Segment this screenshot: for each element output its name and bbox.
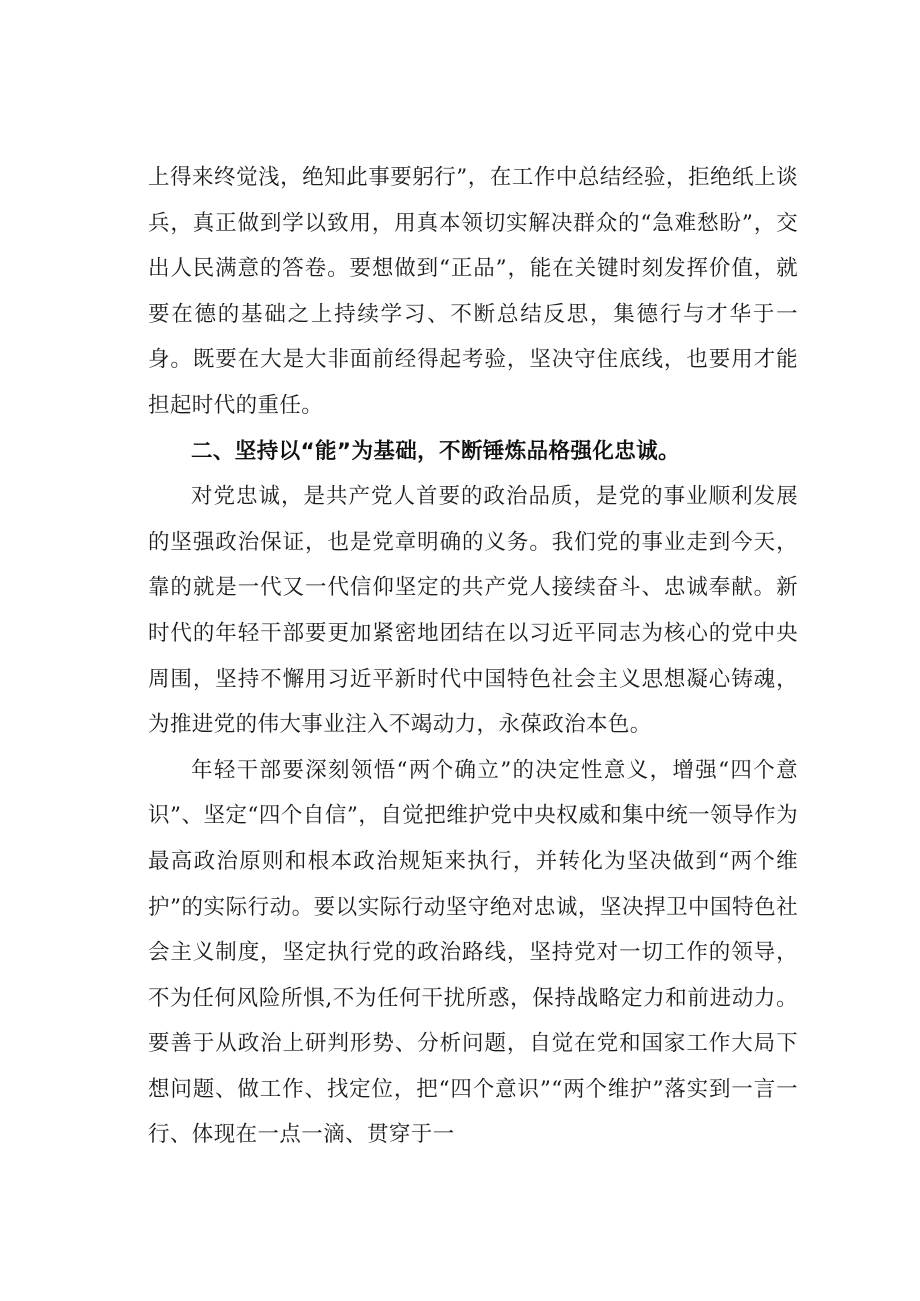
paragraph-two-establishes: 年轻干部要深刻领悟“两个确立”的决定性意义，增强“四个意识”、坚定“四个自信”，自觉把维护党中央权威和集中统一领导作为最高政治原则和根本政治规矩来执行，并转化为坚决做到“两个维护”的实际行动。要以实际行动坚守绝对忠诚，坚决捍卫中国特色社会主义制度，坚定执行党的政治路线，坚持党对一切工作的领导，不为任何风险所惧,不为任何干扰所惑，保持战略定力和前进动力。要善于从政治上研判形势、分析问题，自觉在党和国家工作大局下想问题、做工作、找定位，把“四个意识”“两个维护”落实到一言一行、体现在一点一滴、贯穿于一 — [148, 757, 798, 1148]
paragraph-continued: 上得来终觉浅，绝知此事要躬行”，在工作中总结经验，拒绝纸上谈兵，真正做到学以致用，用真本领切实解决群众的“急难愁盼”，交出人民满意的答卷。要想做到“正品”，能在关键时刻发挥价值，就要在德的基础之上持续学习、不断总结反思，集德行与才华于一身。既要在大是大非面前经得起考验，坚决守住底线，也要用才能担起时代的重任。 — [148, 165, 798, 418]
section-heading: 二、坚持以“能”为基础，不断锤炼品格强化忠诚。 — [191, 438, 680, 464]
paragraph-loyalty: 对党忠诚，是共产党人首要的政治品质，是党的事业顺利发展的坚强政治保证，也是党章明确的义务。我们党的事业走到今天，靠的就是一代又一代信仰坚定的共产党人接续奋斗、忠诚奉献。新时代的年轻干部要更加紧密地团结在以习近平同志为核心的党中央周围，坚持不懈用习近平新时代中国特色社会主义思想凝心铸魂，为推进党的伟大事业注入不竭动力，永葆政治本色。 — [148, 484, 798, 738]
document-body — [148, 155, 798, 1158]
